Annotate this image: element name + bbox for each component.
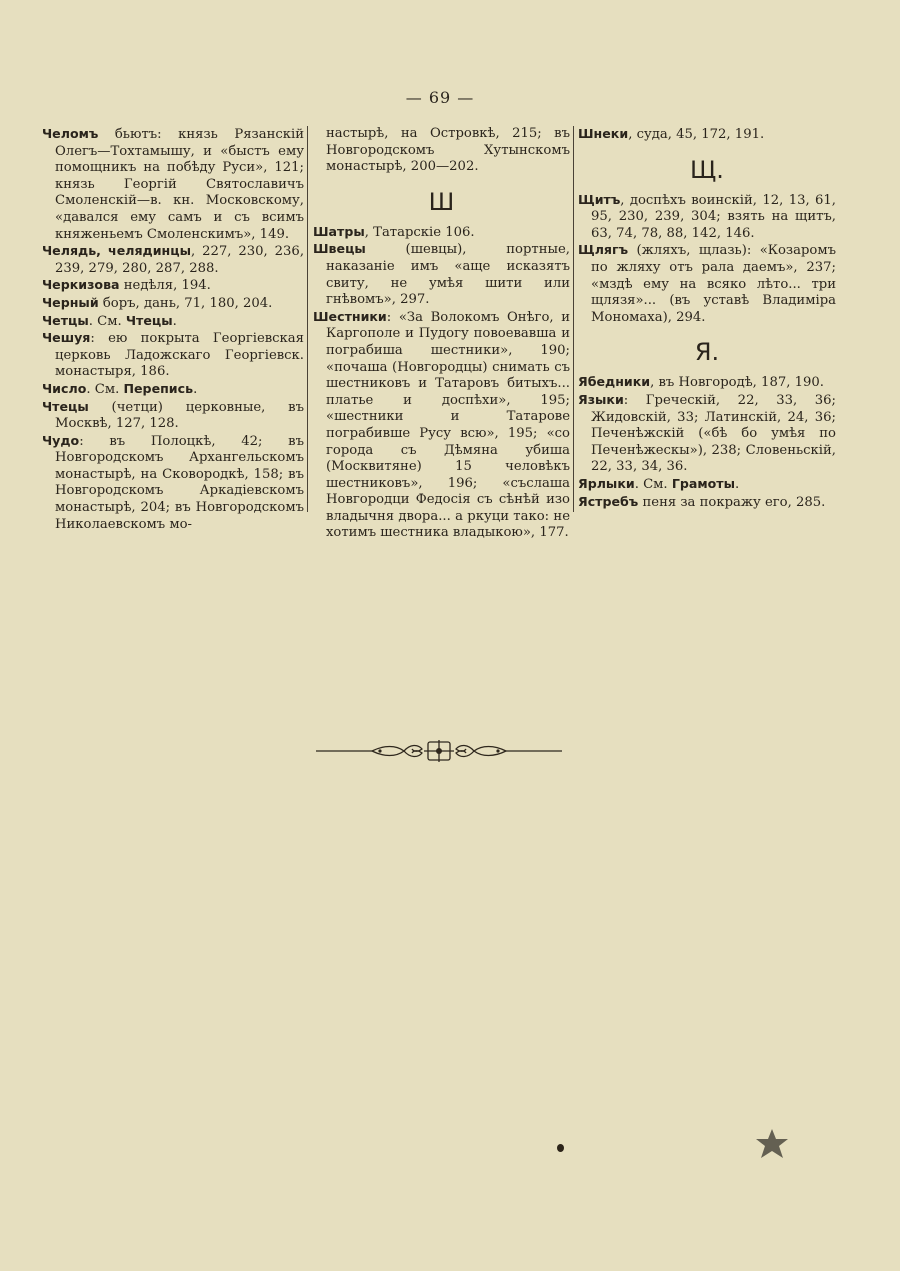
entry-headword: Шестники [313,308,387,324]
ink-spot [557,1144,564,1152]
index-entry [578,476,836,494]
entry-text: боръ, дань, 71, 180, 204. [98,295,273,311]
index-entry [42,433,304,534]
entry-cross-reference: Перепись [123,380,194,396]
entry-headword: Щитъ [578,191,621,207]
page-number: — 69 — [405,88,475,107]
entry-headword: Черный [42,294,99,310]
letter-heading: Щ. [690,155,724,184]
index-entry [578,494,836,512]
entry-text: пеня за покражу его, 285. [638,494,826,510]
entry-headword: Ястребъ [578,493,639,509]
entry-text: . См. [634,476,672,492]
entry-text: : Греческій, 22, 33, 36; Жидовскій, 33; Латинскій, 24, 36; Печенѣжскій («бѣ бо умѣя по Печенѣжескы»), 238; Словеньскій, 22, 33, 34, 36. [591,392,836,475]
index-entry [42,243,304,277]
entry-text: , въ Новгородѣ, 187, 190. [650,375,824,391]
entry-text: , Татарскіе 106. [364,224,475,240]
entry-headword: Шнеки [578,126,629,141]
entry-text-after: . [735,476,740,492]
entry-cross-reference: Грамоты [671,475,735,491]
entry-text: : ею покрыта Георгіевская церковь Ладожскаго Георгіевск. монастыря, 186. [55,331,304,380]
entry-text: . См. [88,313,126,329]
entry-text: : «За Волокомъ Онѣго, и Каргополе и Пудогу повоевавша и пограбиша шестники», 190; «почаша (Новгородцы) снимать съ шестниковъ и Татаровъ битыхъ... платье и доспѣхи», 195; «шестники и Татарове пограбивше Русу всю», 195; «со города съ Дѣмяна убиша (Москвитяне) 15 человѣкъ шестниковъ», 196; «съслаша Новгородци Федосія съ сѣнѣй изо владычня двора... а ркуци тако: не хотимъ шестника владыкою», 177. [326,309,570,541]
entry-text-after: . [172,313,177,329]
entry-headword: Чтецы [42,398,89,414]
column-rule [307,126,308,512]
entry-headword: Черкизова [42,277,120,293]
entry-headword: Щлягъ [578,242,629,258]
entry-text: (шевцы), портные, наказаніе имъ «аще исказятъ свиту, не умѣя шити или гнѣвомъ», 297. [326,242,570,308]
continued-entry: настырѣ, на Островкѣ, 215; въ Новгородскомъ Хутынскомъ монастырѣ, 200—202. [326,126,570,175]
index-column-2 [313,126,570,542]
index-entry [578,374,836,392]
entry-headword: Число [42,380,87,396]
index-entry [42,277,304,295]
index-entry [42,295,304,313]
entry-headword: Челомъ [42,126,99,141]
column-rule [573,126,574,512]
entry-text: недѣля, 194. [119,278,211,294]
index-entry [42,313,304,331]
entry-text: (жляхъ, щлазь): «Козаромъ по жляху отъ рала даемъ», 237; «мздѣ ему на всяко лѣто... три щлязя»... (въ уставѣ Владиміра Мономаха), 294. [591,243,836,325]
letter-heading: Ш [428,187,455,216]
index-entry [578,126,836,144]
entry-headword: Шатры [313,223,365,239]
entry-headword: Чудо [42,432,80,448]
index-column-3 [578,126,836,511]
index-entry [578,242,836,326]
index-entry [42,399,304,433]
index-entry [42,330,304,381]
index-entry [313,309,570,542]
index-entry [313,224,570,242]
index-entry [578,392,836,476]
entry-text: , 227, 230, 236, 239, 279, 280, 287, 288. [55,244,305,276]
star-stamp [752,1127,792,1161]
entry-headword: Четцы [42,312,89,328]
index-entry [42,126,304,243]
entry-text: , доспѣхъ воинскій, 12, 13, 61, 95, 230, 239, 304; взять на щитъ, 63, 74, 78, 88, 142, 146. [591,192,836,241]
entry-headword: Ярлыки [578,475,635,491]
index-entry [42,381,304,399]
entry-text: : въ Полоцкѣ, 42; въ Новгородскомъ Архангельскомъ монастырѣ, на Сковородкѣ, 158; въ Новгородскомъ Аркадіевскомъ монастырѣ, 204; въ Новгородскомъ Николаевскомъ мо- [55,433,304,532]
entry-text: , суда, 45, 172, 191. [628,127,765,142]
letter-heading: Я. [694,338,720,367]
entry-text: (четци) церковные, въ Москвѣ, 127, 128. [55,399,304,432]
index-entry [313,241,570,308]
entry-cross-reference: Чтецы [125,312,173,328]
decorative-ornament [314,738,564,764]
entry-headword: Ябедники [578,374,651,390]
entry-headword: Челядь, челядинцы [42,243,191,259]
entry-text: бьютъ: князь Рязанскій Олегъ—Тохтамышу, и «быстъ ему помощникъ на побѣду Руси», 121; князь Георгій Святославичъ Смоленскій—в. кн. Московскому, «давался ему самъ и съ всимъ княженьемъ Смоленскимъ», 149. [55,127,304,242]
index-column-1 [42,126,304,533]
entry-headword: Языки [578,391,624,407]
entry-headword: Чешуя [42,330,91,346]
index-entry [578,192,836,243]
entry-text: . См. [86,381,124,397]
entry-headword: Швецы [313,241,366,257]
entry-text-after: . [193,381,198,397]
